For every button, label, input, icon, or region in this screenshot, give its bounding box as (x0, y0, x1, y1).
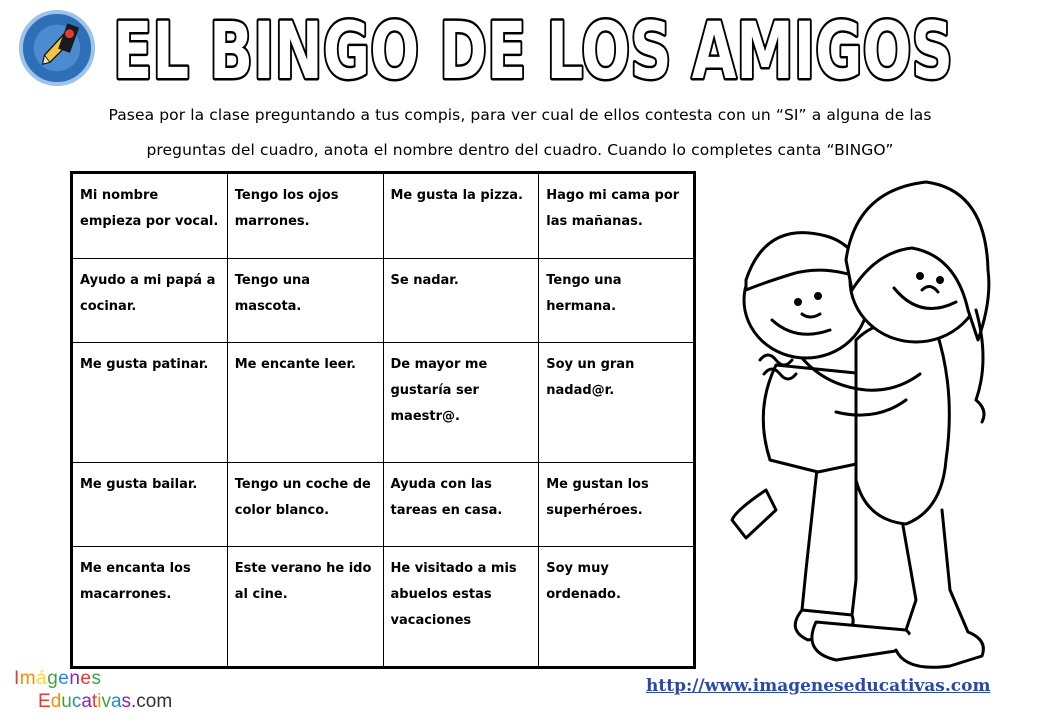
logo-letter: I (14, 668, 20, 689)
bingo-cell[interactable]: Me gusta bailar. (72, 462, 228, 546)
logo-letter: v (101, 691, 111, 712)
imageneseducativas-logo (14, 668, 214, 718)
pencil-icon (23, 14, 91, 82)
bingo-cell[interactable]: Se nadar. (383, 258, 539, 342)
logo-letter: m (19, 668, 37, 689)
bingo-row (72, 173, 695, 259)
logo-line-1 (14, 668, 102, 690)
logo-letter: c (71, 691, 82, 712)
logo-letter: t (91, 691, 98, 712)
logo-letter: g (47, 668, 59, 689)
bingo-row (72, 258, 695, 342)
bingo-cell[interactable]: Me encanta los macarrones. (72, 546, 228, 667)
logo-letter: s (91, 668, 102, 689)
bingo-cell[interactable]: Este verano he ido al cine. (227, 546, 383, 667)
logo-letter: a (110, 691, 122, 712)
logo-letter: c (136, 691, 146, 712)
bingo-cell[interactable]: Ayudo a mi papá a cocinar. (72, 258, 228, 342)
logo-letter: i (97, 691, 102, 712)
bingo-cell[interactable]: Soy muy ordenado. (539, 546, 695, 667)
bingo-cell[interactable]: Tengo una mascota. (227, 258, 383, 342)
bingo-cell[interactable]: Me encante leer. (227, 342, 383, 462)
bingo-cell[interactable]: Tengo los ojos marrones. (227, 173, 383, 259)
bingo-cell[interactable]: Soy un gran nadad@r. (539, 342, 695, 462)
bingo-cell[interactable]: Ayuda con las tareas en casa. (383, 462, 539, 546)
bingo-row (72, 342, 695, 462)
logo-letter: d (50, 691, 62, 712)
bingo-cell[interactable]: Me gusta la pizza. (383, 173, 539, 259)
bingo-cell[interactable]: Me gusta patinar. (72, 342, 228, 462)
logo-letter: . (131, 691, 137, 712)
logo-letter: n (69, 668, 81, 689)
bingo-cell[interactable]: Hago mi cama por las mañanas. (539, 173, 695, 259)
logo-letter: e (58, 668, 70, 689)
page-title-text: EL BINGO DE LOS AMIGOS (113, 7, 953, 94)
logo-letter: m (156, 691, 173, 712)
bingo-cell[interactable]: Tengo un coche de color blanco. (227, 462, 383, 546)
bingo-grid (70, 171, 696, 669)
instructions (40, 98, 1000, 168)
bingo-cell[interactable]: De mayor me gustaría ser maestr@. (383, 342, 539, 462)
site-logo-badge (19, 10, 95, 86)
logo-letter: á (36, 668, 48, 689)
logo-line-2 (38, 691, 172, 713)
logo-letter: u (61, 691, 72, 712)
logo-letter: E (38, 691, 51, 712)
page-title (108, 6, 958, 94)
logo-letter: s (121, 691, 132, 712)
logo-letter: o (145, 691, 157, 712)
instructions-line-2: preguntas del cuadro, anota el nombre dentro del cuadro. Cuando lo completes canta “BINGO” (146, 141, 894, 159)
hugging-kids-illustration (706, 160, 1006, 680)
bingo-cell[interactable]: Mi nombre empieza por vocal. (72, 173, 228, 259)
instructions-line-1: Pasea por la clase preguntando a tus compis, para ver cual de ellos contesta con un “SI” a alguna de las (108, 106, 932, 124)
logo-letter: a (81, 691, 92, 712)
bingo-cell[interactable]: He visitado a mis abuelos estas vacaciones (383, 546, 539, 667)
website-link[interactable]: http://www.imageneseducativas.com (646, 676, 991, 696)
bingo-row (72, 546, 695, 667)
logo-letter: e (80, 668, 92, 689)
bingo-row (72, 462, 695, 546)
bingo-cell[interactable]: Tengo una hermana. (539, 258, 695, 342)
bingo-cell[interactable]: Me gustan los superhéroes. (539, 462, 695, 546)
